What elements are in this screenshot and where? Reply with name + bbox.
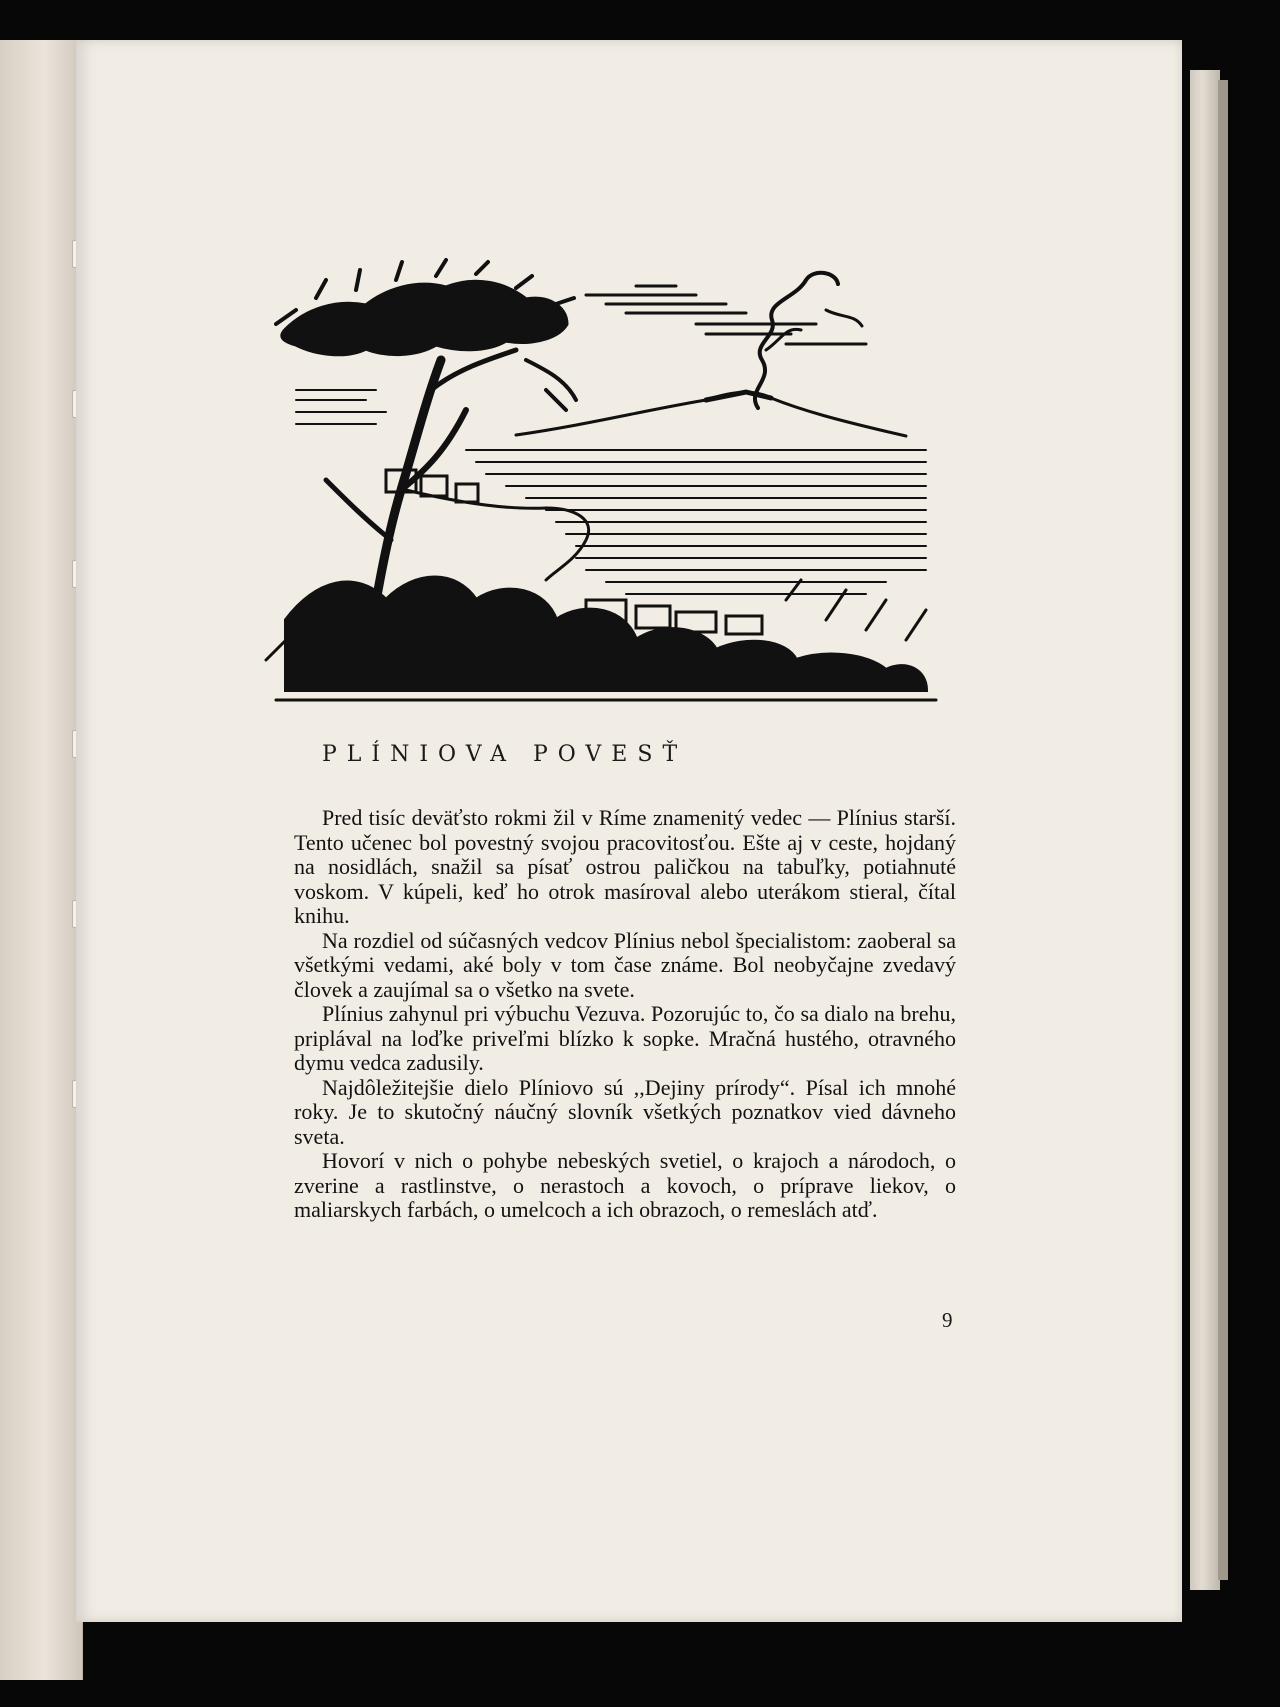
vesuvius-bay-pine-tree-illustration <box>226 240 946 720</box>
left-page-edge <box>0 40 83 1680</box>
page-number: 9 <box>942 1308 953 1332</box>
chapter-title: PLÍNIOVA POVESŤ <box>322 742 688 767</box>
book-page <box>76 40 1182 1622</box>
body-text <box>294 806 956 1223</box>
paragraph: Hovorí v nich o pohybe nebeských svetiel, o krajoch a národoch, o zverine a rastlinstve, o nerastoch a kovoch, o príprave liekov, o maliarskych farbách, o umelcoch a ich obrazoch, o remeslách atď. <box>294 1148 956 1222</box>
stacked-page-edges <box>1190 70 1220 1590</box>
stacked-page-shadow <box>1218 80 1228 1580</box>
paragraph: Pred tisíc deväťsto rokmi žil v Ríme znamenitý vedec — Plínius starší. Tento učenec bol povestný svojou pracovitosťou. Ešte aj v ceste, hojdaný na nosidlách, snažil sa písať ostrou paličkou na tabuľky, potiahnuté voskom. V kúpeli, keď ho otrok masíroval alebo uterákom stieral, čítal knihu. <box>294 805 956 928</box>
paragraph: Na rozdiel od súčasných vedcov Plínius nebol špecialistom: zaoberal sa všetkými vedami, aké boly v tom čase známe. Bol neobyčajne zvedavý človek a zaujímal sa o všetko na svete. <box>294 927 956 1002</box>
paragraph: Plínius zahynul pri výbuchu Vezuva. Pozorujúc to, čo sa dialo na brehu, priplával na loďke priveľmi blízko k sopke. Mračná hustého, otravného dymu vedca zadusily. <box>294 1001 956 1075</box>
paragraph: Najdôležitejšie dielo Plíniovo sú ,,Dejiny prírody“. Písal ich mnohé roky. Je to skutočný náučný slovník všetkých poznatkov vied dávneho sveta. <box>294 1074 956 1149</box>
